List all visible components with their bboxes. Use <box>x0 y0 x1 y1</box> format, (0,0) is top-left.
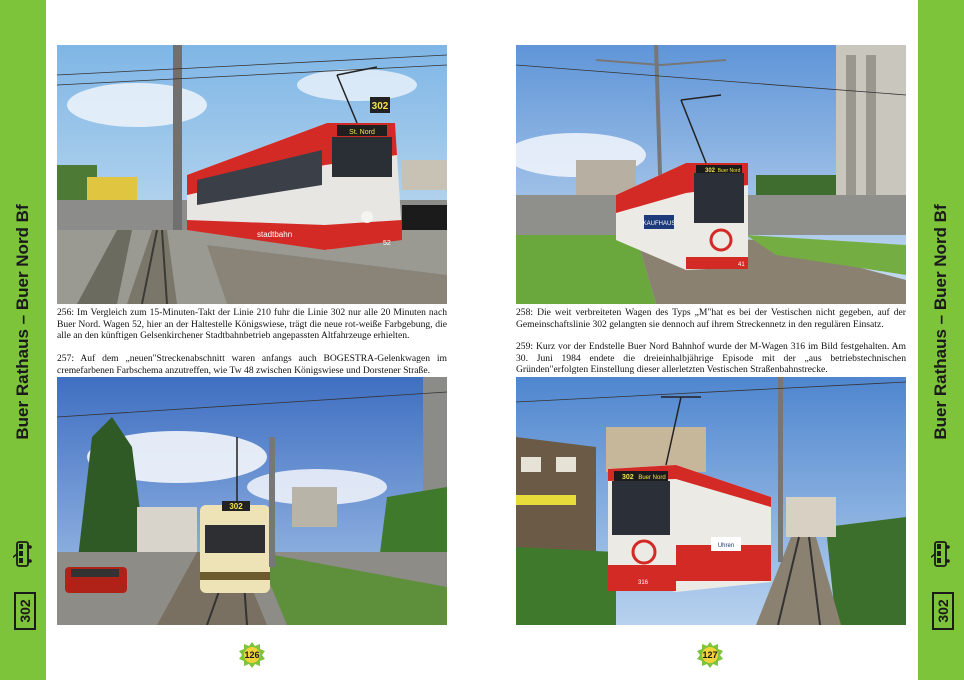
caption-259: 259: Kurz vor der Endstelle Buer Nord Bahnhof wurde der M-Wagen 316 im Bild festgehalten. Am 30. Juni 1984 endete die dreieinhalbjährige Episode mit der „aus betriebstechnischen Gründen"erfolgten Einstellung dieser allerletzten Vestischen Straßenbahnstrecke. <box>516 341 906 375</box>
route-sign-259: 302 <box>622 474 634 481</box>
photo-258 <box>516 45 906 304</box>
photo-256 <box>57 45 447 304</box>
spine-title-left: Buer Rathaus – Buer Nord Bf <box>13 204 32 440</box>
right-sidebar <box>918 0 964 680</box>
caption-258: 258: Die weit verbreiteten Wagen des Typs „M"hat es bei der Vestischen nicht gegeben, auf der Gemeinschaftslinie 302 gelangten sie dennoch auf ihrem Streckennetz in den regulären Einsatz. <box>516 307 906 330</box>
tram-icon <box>13 540 33 568</box>
line-number-left: 302 <box>17 599 33 623</box>
dest-sign-258: Buer Nord <box>717 168 741 174</box>
caption-256: 256: Im Vergleich zum 15-Minuten-Takt der Linie 210 fuhr die Linie 302 nur alle 20 Minuten nach Buer Nord. Wagen 52, hier an der Haltestelle Königswiese, trägt die neue rot-weiße Farbgebung, die alle an den künftigen Gelsenkirchener Stadtbahnbetrieb angepassten Altfahrzeuge erhielten. <box>57 307 447 341</box>
left-sidebar <box>0 0 46 680</box>
photo-259 <box>516 377 906 625</box>
line-badge-right <box>932 592 954 630</box>
page-number-right <box>697 642 723 668</box>
route-sign-257: 302 <box>229 502 243 511</box>
photo-257 <box>57 377 447 625</box>
tram-icon <box>931 540 951 568</box>
logo-text-256: stadtbahn <box>257 230 293 239</box>
page-number-right-text: 127 <box>702 650 718 660</box>
line-badge-left <box>14 592 36 630</box>
dest-sign-256: St. Nord <box>349 129 375 136</box>
route-sign-256: 302 <box>371 101 389 112</box>
tram-number-259: 316 <box>638 580 649 586</box>
page-number-left <box>239 642 265 668</box>
ad-text-258: KAUFHAUS <box>642 221 676 227</box>
caption-257: 257: Auf dem „neuen"Streckenabschnitt waren anfangs auch BOGESTRA-Gelenkwagen im cremefarbenen Farbschema anzutreffen, wie Tw 48 zwischen Königswiese und Dorstener Straße. <box>57 353 447 376</box>
route-sign-258: 302 <box>705 168 716 174</box>
page-number-left-text: 126 <box>244 650 260 660</box>
spine-title-right: Buer Rathaus – Buer Nord Bf <box>931 204 950 440</box>
tram-number-258: 41 <box>738 262 745 268</box>
line-number-right: 302 <box>935 599 951 623</box>
ad-text-259: Uhren <box>717 543 735 549</box>
dest-sign-259: Buer Nord <box>638 475 666 481</box>
tram-number-256: 52 <box>383 240 391 247</box>
